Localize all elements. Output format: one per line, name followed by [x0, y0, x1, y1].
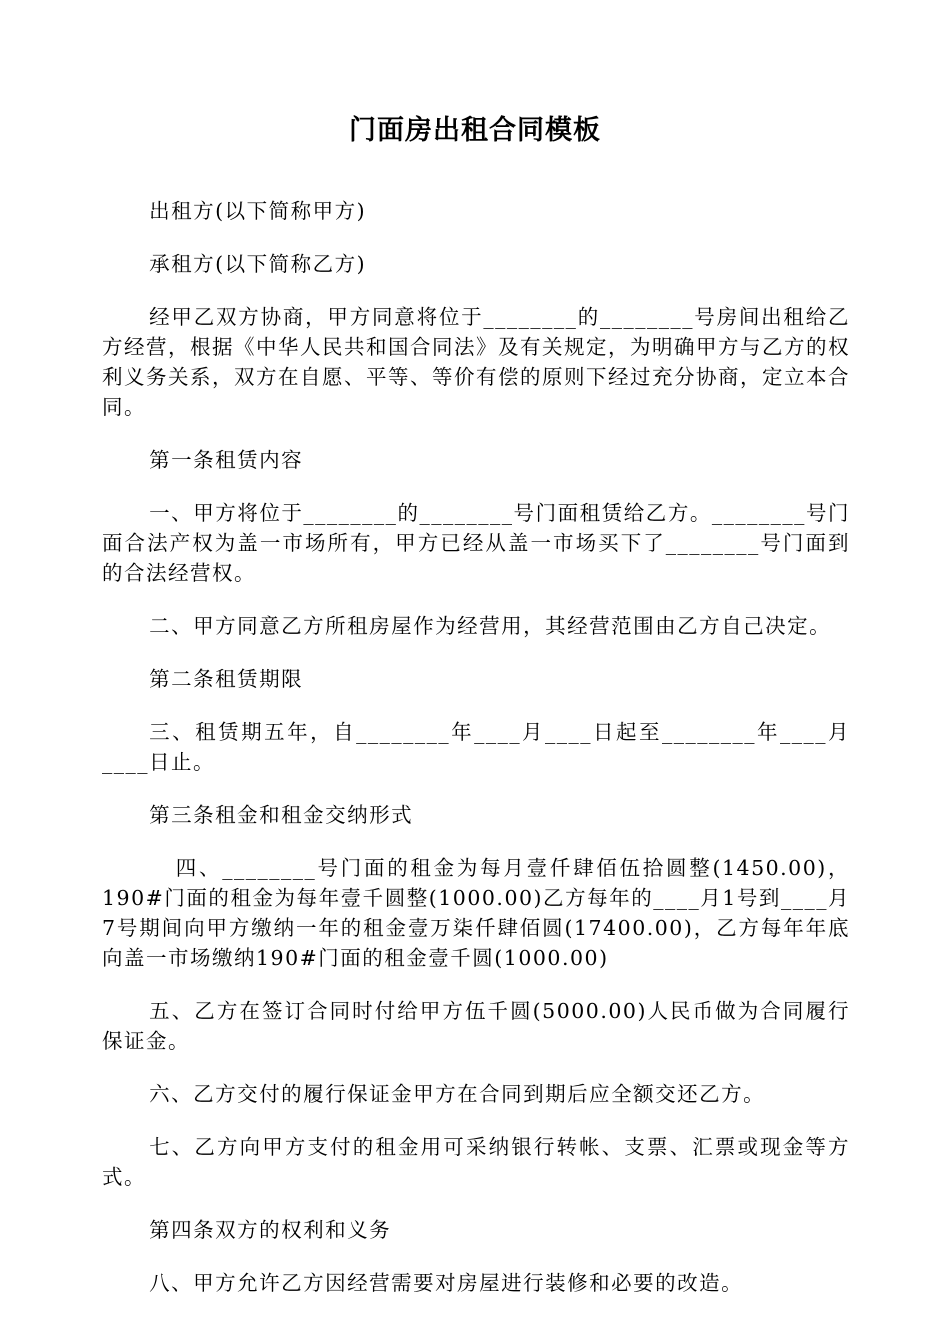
- clause-4: 四、________号门面的租金为每月壹仟肆佰伍拾圆整(1450.00)，190#门面的租金为每年壹千圆整(1000.00)乙方每年的____月1号到____月7号期间向甲方缴纳一年的租金壹万柒仟肆佰圆(17400.00)，乙方每年年底向盖一市场缴纳190#门面的租金壹千圆(1000.00): [102, 856, 850, 970]
- clause-3: 三、租赁期五年，自________年____月____日起至________年____月____日止。: [102, 720, 850, 774]
- clause-8: 八、甲方允许乙方因经营需要对房屋进行装修和必要的改造。: [149, 1271, 744, 1295]
- document-title: 门面房出租合同模板: [349, 115, 601, 146]
- document-body: [102, 196, 850, 1321]
- article-1-heading: 第一条租赁内容: [149, 448, 304, 472]
- clause-7: 七、乙方向甲方支付的租金用可采纳银行转帐、支票、汇票或现金等方式。: [102, 1135, 850, 1189]
- party-lessee: 承租方(以下简称乙方): [149, 252, 367, 276]
- preamble-paragraph: 经甲乙双方协商，甲方同意将位于________的________号房间出租给乙方经营，根据《中华人民共和国合同法》及有关规定，为明确甲方与乙方的权利义务关系，双方在自愿、平等、等价有偿的原则下经过充分协商，定立本合同。: [102, 305, 850, 419]
- clause-1: 一、甲方将位于________的________号门面租赁给乙方。________号门面合法产权为盖一市场所有，甲方已经从盖一市场买下了________号门面到的合法经营权。: [102, 501, 850, 585]
- clause-6: 六、乙方交付的履行保证金甲方在合同到期后应全额交还乙方。: [149, 1082, 766, 1106]
- clause-5: 五、乙方在签订合同时付给甲方伍千圆(5000.00)人民币做为合同履行保证金。: [102, 999, 850, 1053]
- article-3-heading: 第三条租金和租金交纳形式: [149, 803, 414, 827]
- party-lessor: 出租方(以下简称甲方): [149, 199, 367, 223]
- clause-2: 二、甲方同意乙方所租房屋作为经营用，其经营范围由乙方自己决定。: [149, 614, 832, 638]
- article-4-heading: 第四条双方的权利和义务: [149, 1218, 392, 1242]
- article-2-heading: 第二条租赁期限: [149, 667, 304, 691]
